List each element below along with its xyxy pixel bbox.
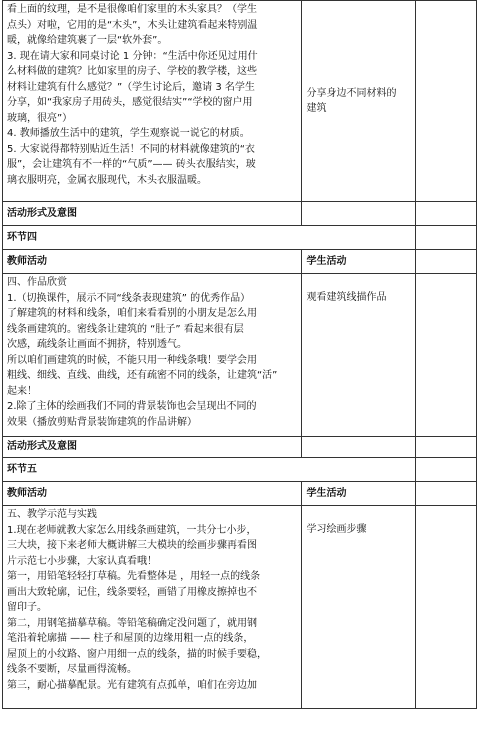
teacher-activity-text <box>7 2 297 188</box>
text-line: 线条画建筑的。密线条让建筑的 “肚子” 看起来很有层 <box>7 323 244 335</box>
student-activity-cell <box>302 1 416 202</box>
text-line: 学习绘画步骤 <box>306 524 367 535</box>
notes-cell <box>416 202 477 226</box>
text-line: 第一，用铅笔轻轻打草稿。先看整体是 ，用轻一点的线条 <box>7 571 261 582</box>
activity-form-label: 活动形式及意图 <box>3 437 302 458</box>
text-line: 么材料做的建筑？比如家里的房子、学校的教学楼，这些 <box>7 66 257 77</box>
text-line: 留印子。 <box>7 602 47 613</box>
text-line: 服”，会让建筑有不一样的“气质”—— 砖头衣服结实，玻 <box>7 159 256 170</box>
text-line: 了解建筑的材料和线条，咱们来看看别的小朋友是怎么用 <box>7 308 257 319</box>
section-row <box>3 506 477 709</box>
text-line: 四、作品欣赏 <box>7 277 67 288</box>
text-line: 2.除了主体的绘画我们不同的背景装饰也会呈现出不同的 <box>7 401 257 412</box>
notes-cell <box>416 250 477 274</box>
student-activity-text <box>306 86 411 117</box>
student-activity-text <box>306 290 411 306</box>
text-line: 次感，疏线条让画面不拥挤，特别透气。 <box>7 339 187 350</box>
text-line: 画出大致轮廓，记住，线条要轻，画错了用橡皮擦掉也不 <box>7 586 257 598</box>
teacher-activity-cell <box>3 506 302 709</box>
section-row <box>3 1 477 202</box>
text-line: 第二，用钢笔描摹草稿。等铅笔稿确定没问题了，就用钢 <box>7 617 257 629</box>
text-line: 材料让建筑有什么感觉？”（学生讨论后，邀请 3 名学生 <box>7 81 255 93</box>
notes-cell <box>416 506 477 709</box>
teacher-header: 教师活动 <box>3 482 302 506</box>
text-line: 4. 教师播放生活中的建筑，学生观察说一说它的材质。 <box>7 128 250 139</box>
student-activity-text <box>306 522 411 538</box>
student-activity-cell <box>302 274 416 437</box>
notes-cell <box>416 1 477 202</box>
activity-form-row <box>3 437 477 458</box>
step5-title: 环节五 <box>3 458 416 482</box>
text-line: 分享身边不同材料的 <box>306 87 397 99</box>
lesson-plan-table <box>2 0 477 709</box>
teacher-activity-cell <box>3 1 302 202</box>
notes-cell <box>416 226 477 250</box>
step-title-row <box>3 226 477 250</box>
text-line: 线条不要断，尽量画得流畅。 <box>7 664 137 675</box>
text-line: 效果（播放剪贴背景装饰建筑的作品讲解） <box>7 416 197 428</box>
teacher-activity-text <box>7 507 297 693</box>
text-line: 第三，耐心描摹配景。光有建筑有点孤单，咱们在旁边加 <box>7 679 257 691</box>
text-line: 起来！ <box>7 385 37 397</box>
text-line: 分享，如“我家房子用砖头，感觉很结实”“学校的窗户用 <box>7 97 253 108</box>
text-line: 三大块，接下来老师大概讲解三大模块的绘画步骤再看图 <box>7 540 257 551</box>
step4-title: 环节四 <box>3 226 416 250</box>
activity-form-content <box>302 202 416 226</box>
text-line: 1.现在老师就教大家怎么用线条画建筑，一共分七小步， <box>7 524 257 536</box>
section-row <box>3 274 477 437</box>
text-line: 1.（切换课件，展示不同“线条表现建筑” 的优秀作品） <box>7 292 251 304</box>
text-line: 片示范七小步骤，大家认真看哦！ <box>7 555 157 567</box>
lesson-plan-page <box>2 0 477 738</box>
student-header: 学生活动 <box>302 482 416 506</box>
text-line: 看上面的纹理，是不是很像咱们家里的木头家具？（学生 <box>7 4 257 15</box>
text-line: 5. 大家说得都特别贴近生活！不同的材料就像建筑的“衣 <box>7 143 255 155</box>
step-title-row <box>3 458 477 482</box>
text-line: 屋顶上的小纹路、窗户用细一点的线条，描的时候手要稳， <box>7 648 267 660</box>
student-activity-cell <box>302 506 416 709</box>
text-line: 观看建筑线描作品 <box>306 292 387 303</box>
activity-form-row <box>3 202 477 226</box>
text-line: 所以咱们画建筑的时候，不能只用一种线条哦！要学会用 <box>7 354 257 366</box>
activity-form-label: 活动形式及意图 <box>3 202 302 226</box>
text-line: 五、教学示范与实践 <box>7 509 97 520</box>
student-header: 学生活动 <box>302 250 416 274</box>
notes-cell <box>416 437 477 458</box>
activity-form-content <box>302 437 416 458</box>
teacher-activity-cell <box>3 274 302 437</box>
text-line: 建筑 <box>306 103 327 114</box>
text-line: 点头）对啦，它用的是“木头”，木头让建筑看起来特别温 <box>7 19 258 31</box>
text-line: 璃衣服明亮，金属衣服现代，木头衣服温暖。 <box>7 174 207 186</box>
text-line: 暖，就像给建筑裹了一层“软外套”。 <box>7 35 168 46</box>
notes-cell <box>416 274 477 437</box>
header-row <box>3 482 477 506</box>
teacher-activity-text <box>7 275 297 430</box>
text-line: 粗线、细线、直线、曲线，还有疏密不同的线条，让建筑“活” <box>7 370 278 381</box>
notes-cell <box>416 482 477 506</box>
notes-cell <box>416 458 477 482</box>
text-line: 笔沿着轮廓描 —— 柱子和屋顶的边缘用粗一点的线条， <box>7 633 254 644</box>
text-line: 3. 现在请大家和同桌讨论 1 分钟：“生活中你还见过用什 <box>7 50 258 62</box>
text-line: 玻璃，很亮”） <box>7 112 73 124</box>
teacher-header: 教师活动 <box>3 250 302 274</box>
header-row <box>3 250 477 274</box>
